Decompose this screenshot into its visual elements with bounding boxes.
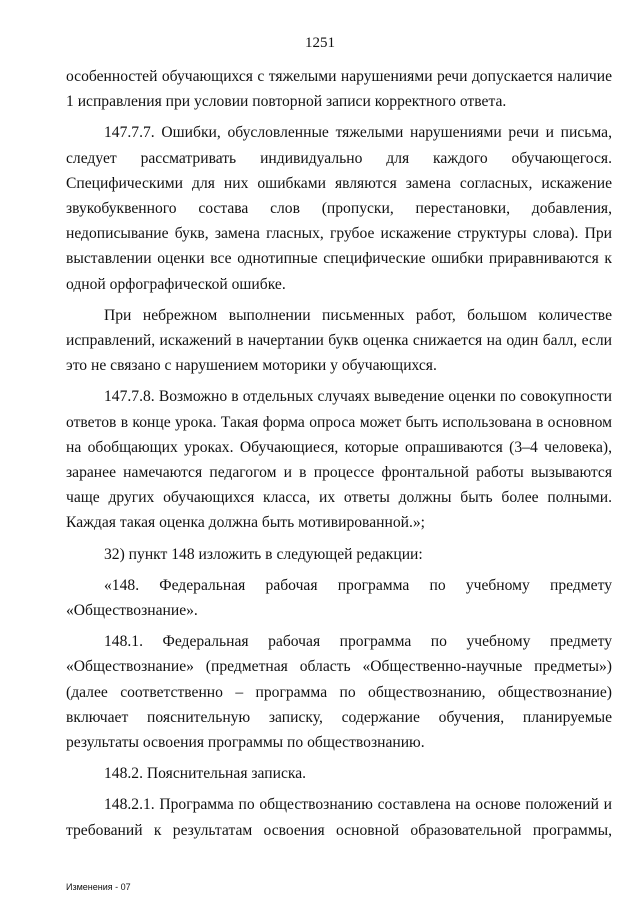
paragraph-147-7-8: 147.7.8. Возможно в отдельных случаях выведение оценки по совокупности ответов в конце урока. Такая форма опроса может быть использована в основном на обобщающих уроках. Обучающиеся, которые опрашиваются (3–4 человека), заранее намечаются педагогом и в процессе фронтальной работы вызываются чаще других обучающихся класса, их ответы должны быть более полными. Каждая такая оценка должна быть мотивированной.»;: [66, 388, 612, 532]
paragraph-148-1: 148.1. Федеральная рабочая программа по учебному предмету «Обществознание» (предметная область «Общественно-научные предметы») (далее соответственно – программа по обществознанию, обществознание) включает пояснительную записку, содержание обучения, планируемые результаты освоения программы по обществознанию.: [66, 633, 612, 752]
paragraph-continuation: особенностей обучающихся с тяжелыми нарушениями речи допускается наличие 1 исправления при условии повторной записи корректного ответа.: [66, 68, 612, 111]
paragraph-careless-work: При небрежном выполнении письменных работ, большом количестве исправлений, искажений в начертании букв оценка снижается на один балл, если это не связано с нарушением моторики у обучающихся.: [66, 306, 612, 375]
paragraph-148-2: 148.2. Пояснительная записка.: [104, 765, 307, 783]
page-number: 1251: [305, 35, 335, 51]
paragraph-item-32: 32) пункт 148 изложить в следующей редакции:: [104, 545, 423, 563]
document-body: [66, 64, 612, 843]
footer-note: Изменения - 07: [66, 882, 131, 892]
paragraph-148-2-1: 148.2.1. Программа по обществознанию составлена на основе положений и требований к результатам освоения основной образовательной программы,: [66, 796, 612, 839]
paragraph-148: «148. Федеральная рабочая программа по учебному предмету «Обществознание».: [66, 576, 612, 620]
paragraph-147-7-7: 147.7.7. Ошибки, обусловленные тяжелыми нарушениями речи и письма, следует рассматривать индивидуально для каждого обучающегося. Специфическими для них ошибками являются замена согласных, искажение звукобуквенного состава слов (пропуски, перестановки, добавления, недописывание букв, замена гласных, грубое искажение структуры слова). При выставлении оценки все однотипные специфические ошибки приравниваются к одной орфографической ошибке.: [66, 124, 612, 293]
